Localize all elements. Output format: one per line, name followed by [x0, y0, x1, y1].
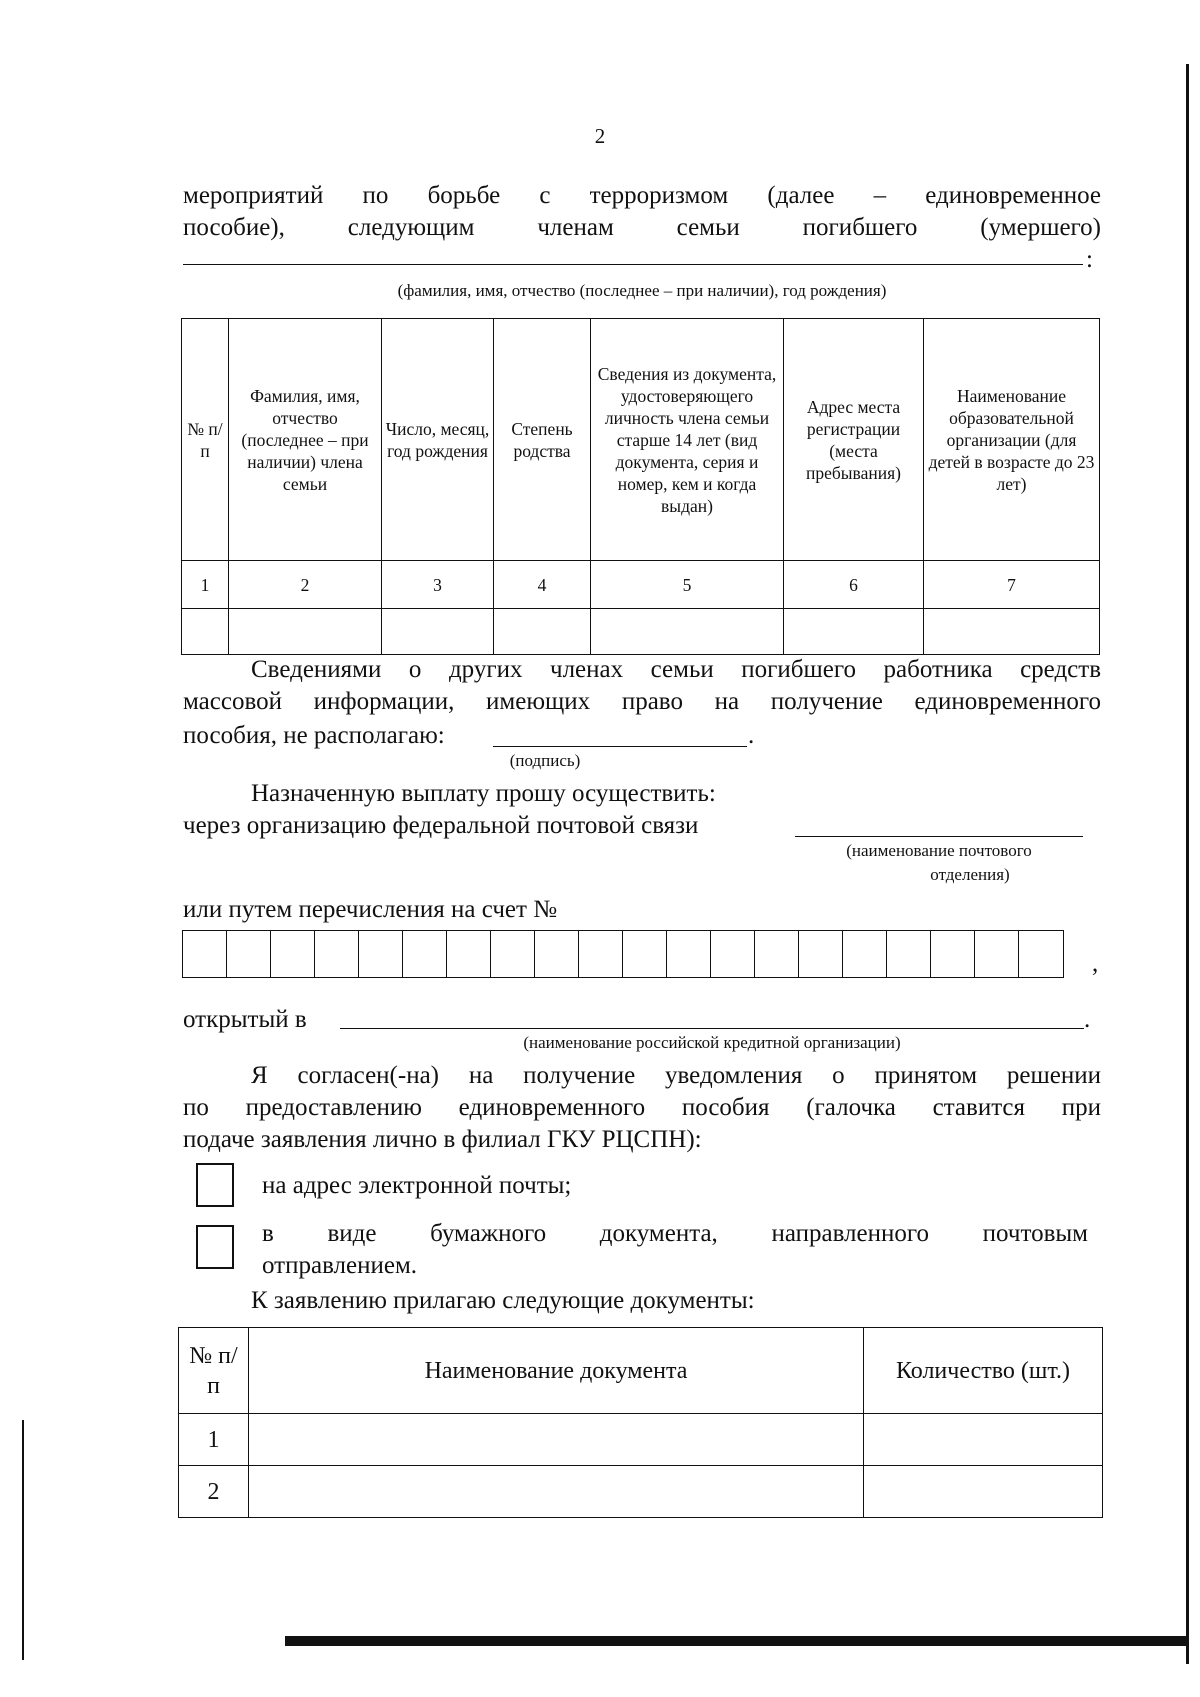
bank-dot: .	[1084, 1006, 1091, 1033]
table-header-row	[179, 1328, 1103, 1414]
row-number: 2	[179, 1466, 249, 1518]
account-digit-cell[interactable]	[315, 931, 359, 977]
table-row	[179, 1466, 1103, 1518]
family-members-caption: (фамилия, имя, отчество (последнее – при наличии), год рождения)	[397, 281, 887, 300]
table-cell[interactable]	[182, 609, 229, 655]
bank-name-field[interactable]	[340, 1028, 1084, 1029]
column-number: 1	[182, 561, 229, 609]
table-row	[182, 609, 1100, 655]
account-digit-cell[interactable]	[1019, 931, 1063, 977]
account-digit-cell[interactable]	[931, 931, 975, 977]
account-label: или путем перечисления на счет №	[183, 896, 558, 923]
header-quantity: Количество (шт.)	[864, 1328, 1103, 1414]
column-number: 6	[784, 561, 924, 609]
signature-field[interactable]	[493, 746, 747, 747]
table-header-row	[182, 319, 1100, 561]
postal-caption-2: отделения)	[930, 865, 1010, 884]
table-cell[interactable]	[784, 609, 924, 655]
account-digit-cell[interactable]	[843, 931, 887, 977]
table-cell[interactable]	[924, 609, 1100, 655]
table-column-numbers	[182, 561, 1100, 609]
header-education: Наименование образовательной организации (для детей в возрасте до 23 лет)	[924, 319, 1100, 561]
table-cell[interactable]	[229, 609, 382, 655]
header-relation: Степень родства	[494, 319, 591, 561]
header-num: № п/п	[182, 319, 229, 561]
header-address: Адрес места регистрации (места пребывания)	[784, 319, 924, 561]
paper-checkbox[interactable]	[196, 1225, 234, 1269]
email-checkbox[interactable]	[196, 1163, 234, 1207]
no-info-dot: .	[748, 722, 755, 749]
no-info-line-2: массовой информации, имеющих право на получение единовременного	[183, 688, 1101, 715]
signature-caption: (подпись)	[509, 751, 581, 770]
account-digit-cell[interactable]	[579, 931, 623, 977]
row-number: 1	[179, 1414, 249, 1466]
account-number-field[interactable]	[182, 930, 1064, 978]
table-cell[interactable]	[494, 609, 591, 655]
colon: :	[1086, 246, 1093, 273]
bank-label: открытый в	[183, 1006, 307, 1033]
family-members-table	[181, 318, 1100, 655]
postal-caption-1: (наименование почтового	[846, 841, 1032, 860]
header-birthdate: Число, месяц, год рождения	[382, 319, 494, 561]
attachments-intro: К заявлению прилагаю следующие документы:	[251, 1287, 755, 1314]
paper-option-line-2: отправлением.	[262, 1252, 418, 1279]
header-name: Фамилия, имя, отчество (последнее – при наличии) члена семьи	[229, 319, 382, 561]
account-digit-cell[interactable]	[711, 931, 755, 977]
intro-line-1: мероприятий по борьбе с терроризмом (далее – единовременное	[183, 182, 1101, 209]
account-digit-cell[interactable]	[403, 931, 447, 977]
postal-label: через организацию федеральной почтовой связи	[183, 812, 699, 839]
intro-line-2: пособие), следующим членам семьи погибшего (умершего)	[183, 214, 1101, 241]
account-digit-cell[interactable]	[975, 931, 1019, 977]
table-cell[interactable]	[382, 609, 494, 655]
quantity-cell[interactable]	[864, 1414, 1103, 1466]
table-row	[179, 1414, 1103, 1466]
document-name-cell[interactable]	[249, 1414, 864, 1466]
column-number: 5	[591, 561, 784, 609]
column-number: 7	[924, 561, 1100, 609]
document-name-cell[interactable]	[249, 1466, 864, 1518]
email-option-label: на адрес электронной почты;	[262, 1172, 572, 1199]
payment-intro: Назначенную выплату прошу осуществить:	[251, 780, 716, 807]
column-number: 2	[229, 561, 382, 609]
bank-caption: (наименование российской кредитной организации)	[523, 1033, 901, 1052]
account-digit-cell[interactable]	[491, 931, 535, 977]
no-info-line-3: пособия, не располагаю:	[183, 722, 445, 749]
scan-edge-bottom	[285, 1636, 1189, 1646]
account-digit-cell[interactable]	[887, 931, 931, 977]
account-digit-cell[interactable]	[183, 931, 227, 977]
postal-office-field[interactable]	[795, 836, 1083, 837]
scan-edge-right	[1186, 64, 1189, 1664]
account-digit-cell[interactable]	[227, 931, 271, 977]
consent-line-2: по предоставлению единовременного пособия (галочка ставится при	[183, 1094, 1101, 1121]
column-number: 3	[382, 561, 494, 609]
scan-edge-left	[22, 1420, 24, 1660]
account-digit-cell[interactable]	[667, 931, 711, 977]
account-comma: ,	[1092, 950, 1099, 977]
paper-option-line-1: в виде бумажного документа, направленного почтовым	[262, 1220, 1088, 1247]
account-digit-cell[interactable]	[623, 931, 667, 977]
account-digit-cell[interactable]	[359, 931, 403, 977]
account-digit-cell[interactable]	[271, 931, 315, 977]
header-id-document: Сведения из документа, удостоверяющего личность члена семьи старше 14 лет (вид документа, серия и номер, кем и когда выдан)	[591, 319, 784, 561]
account-digit-cell[interactable]	[535, 931, 579, 977]
page-number: 2	[594, 124, 606, 148]
consent-line-3: подаче заявления лично в филиал ГКУ РЦСПН):	[183, 1126, 702, 1153]
account-digit-cell[interactable]	[799, 931, 843, 977]
column-number: 4	[494, 561, 591, 609]
account-digit-cell[interactable]	[755, 931, 799, 977]
table-cell[interactable]	[591, 609, 784, 655]
family-members-field[interactable]	[183, 264, 1083, 265]
quantity-cell[interactable]	[864, 1466, 1103, 1518]
account-digit-cell[interactable]	[447, 931, 491, 977]
consent-line-1: Я согласен(-на) на получение уведомления о принятом решении	[251, 1062, 1101, 1089]
no-info-line-1: Сведениями о других членах семьи погибшего работника средств	[251, 656, 1101, 683]
header-document-name: Наименование документа	[249, 1328, 864, 1414]
attachments-table	[178, 1327, 1103, 1518]
header-num: № п/п	[179, 1328, 249, 1414]
